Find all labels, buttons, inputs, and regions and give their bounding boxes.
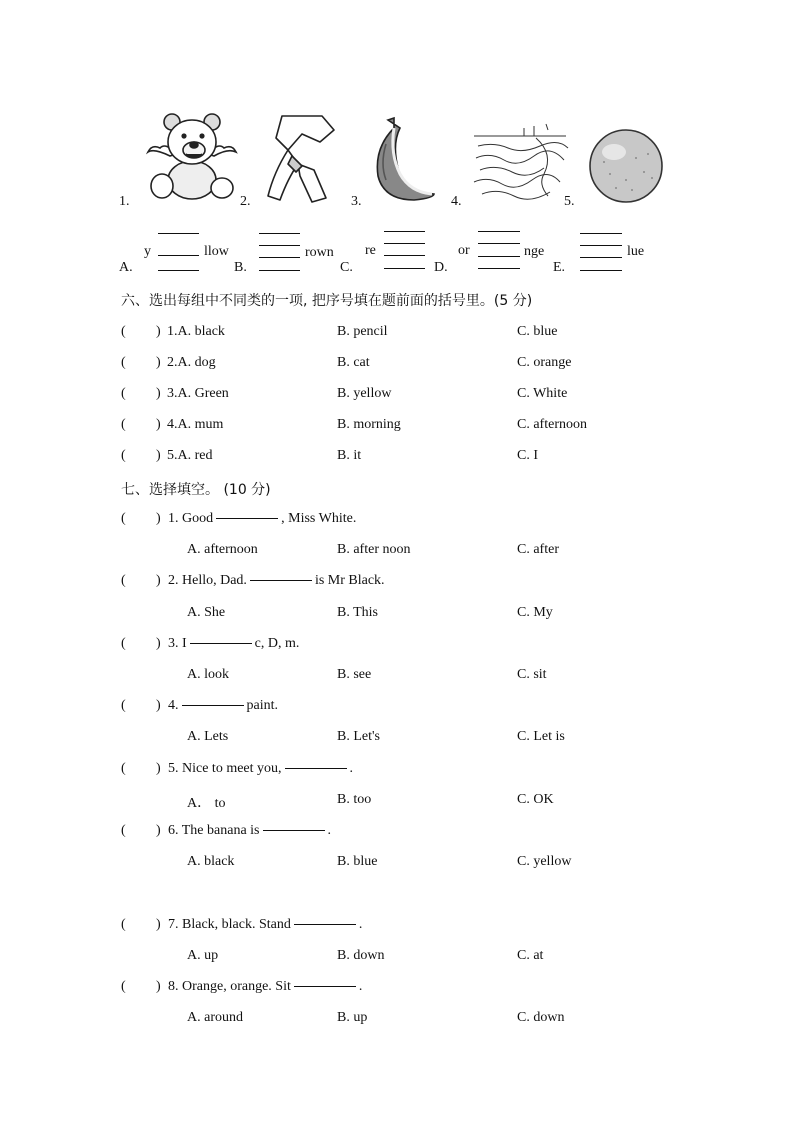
picture-number: 3. [351, 194, 362, 209]
option-b: B. morning [337, 417, 401, 432]
picture-number: 1. [119, 194, 130, 209]
option-a: A． to [187, 796, 226, 811]
word-suffix: rown [305, 245, 334, 260]
answer-paren-close: ) [156, 417, 161, 432]
letter-blank[interactable] [580, 257, 622, 258]
answer-paren-close: ) [156, 917, 161, 932]
question-text: 2.A. dog [167, 355, 216, 370]
answer-paren-close: ) [156, 979, 161, 994]
option-letter: B. [234, 260, 247, 275]
option-a: A. Lets [187, 729, 229, 744]
option-b: B. blue [337, 854, 378, 869]
water-icon [474, 124, 570, 200]
answer-paren-open[interactable]: ( [121, 386, 126, 401]
option-b: B. yellow [337, 386, 392, 401]
option-c: C. I [517, 448, 538, 463]
letter-blank[interactable] [580, 245, 622, 246]
option-letter: A. [119, 260, 133, 275]
option-b: B. Let's [337, 729, 380, 744]
letter-blank[interactable] [580, 233, 622, 234]
answer-paren-close: ) [156, 355, 161, 370]
answer-paren-open[interactable]: ( [121, 636, 126, 651]
answer-paren-open[interactable]: ( [121, 917, 126, 932]
answer-paren-close: ) [156, 698, 161, 713]
option-a: A. black [187, 854, 235, 869]
option-b: B. too [337, 792, 372, 807]
question-stem: 2. Hello, Dad. is Mr Black. [168, 573, 385, 588]
letter-blank[interactable] [384, 268, 425, 269]
letter-blank[interactable] [158, 270, 199, 271]
option-c: C. Let is [517, 729, 565, 744]
question-stem: 8. Orange, orange. Sit . [168, 979, 363, 994]
option-c: C. blue [517, 324, 558, 339]
option-c: C. My [517, 605, 553, 620]
option-a: A. She [187, 605, 226, 620]
letter-blank[interactable] [384, 243, 425, 244]
question-text: 5.A. red [167, 448, 213, 463]
word-prefix: re [365, 243, 376, 258]
word-prefix: y [144, 244, 151, 259]
letter-blank[interactable] [478, 268, 520, 269]
answer-paren-close: ) [156, 573, 161, 588]
section7-title: 七、选择填空。 (10 分) [121, 482, 271, 498]
answer-paren-open[interactable]: ( [121, 698, 126, 713]
question-stem: 3. I c, D, m. [168, 636, 300, 651]
letter-blank[interactable] [478, 243, 520, 244]
option-letter: C. [340, 260, 353, 275]
letter-blank[interactable] [580, 270, 622, 271]
option-c: C. orange [517, 355, 572, 370]
answer-paren-open[interactable]: ( [121, 761, 126, 776]
answer-blank[interactable] [294, 924, 356, 925]
option-a: A. around [187, 1010, 243, 1025]
question-stem: 5. Nice to meet you, . [168, 761, 354, 776]
answer-blank[interactable] [182, 705, 244, 706]
word-suffix: lue [627, 244, 645, 259]
question-stem: 6. The banana is . [168, 823, 331, 838]
answer-paren-close: ) [156, 324, 161, 339]
answer-blank[interactable] [250, 580, 312, 581]
option-c: C. afternoon [517, 417, 587, 432]
picture-number: 2. [240, 194, 251, 209]
option-b: B. This [337, 605, 378, 620]
option-c: C. at [517, 948, 544, 963]
letter-blank[interactable] [158, 255, 199, 256]
answer-blank[interactable] [263, 830, 325, 831]
letter-blank[interactable] [384, 231, 425, 232]
banana-icon [370, 114, 440, 204]
section6-title: 六、选出每组中不同类的一项, 把序号填在题前面的括号里。(5 分) [121, 293, 533, 309]
option-b: B. down [337, 948, 385, 963]
question-text: 1.A. black [167, 324, 225, 339]
letter-blank[interactable] [259, 233, 300, 234]
answer-paren-close: ) [156, 761, 161, 776]
answer-paren-close: ) [156, 511, 161, 526]
question-text: 4.A. mum [167, 417, 224, 432]
answer-paren-close: ) [156, 386, 161, 401]
option-c: C. after [517, 542, 559, 557]
option-b: B. cat [337, 355, 370, 370]
option-b: B. see [337, 667, 372, 682]
answer-blank[interactable] [285, 768, 347, 769]
letter-blank[interactable] [259, 257, 300, 258]
letter-blank[interactable] [259, 270, 300, 271]
answer-paren-close: ) [156, 823, 161, 838]
answer-paren-open[interactable]: ( [121, 448, 126, 463]
picture-number: 4. [451, 194, 462, 209]
letter-blank[interactable] [158, 233, 199, 234]
option-c: C. yellow [517, 854, 572, 869]
letter-blank[interactable] [384, 255, 425, 256]
option-a: A. up [187, 948, 219, 963]
question-stem: 4. paint. [168, 698, 278, 713]
option-a: A. afternoon [187, 542, 258, 557]
option-b: B. it [337, 448, 362, 463]
option-letter: D. [434, 260, 448, 275]
answer-blank[interactable] [190, 643, 252, 644]
answer-paren-open[interactable]: ( [121, 324, 126, 339]
bear-icon [142, 108, 242, 200]
option-letter: E. [553, 260, 566, 275]
answer-paren-open[interactable]: ( [121, 573, 126, 588]
word-suffix: nge [524, 244, 545, 259]
answer-blank[interactable] [294, 986, 356, 987]
answer-paren-open[interactable]: ( [121, 417, 126, 432]
option-b: B. up [337, 1010, 368, 1025]
answer-paren-open[interactable]: ( [121, 823, 126, 838]
option-c: C. White [517, 386, 568, 401]
letter-blank[interactable] [478, 231, 520, 232]
option-c: C. OK [517, 792, 554, 807]
scarf-icon [262, 112, 340, 204]
option-c: C. sit [517, 667, 547, 682]
option-b: B. pencil [337, 324, 388, 339]
question-text: 3.A. Green [167, 386, 229, 401]
option-a: A. look [187, 667, 229, 682]
letter-blank[interactable] [478, 256, 520, 257]
answer-paren-open[interactable]: ( [121, 355, 126, 370]
option-c: C. down [517, 1010, 565, 1025]
word-prefix: or [458, 243, 470, 258]
answer-paren-open[interactable]: ( [121, 511, 126, 526]
question-stem: 7. Black, black. Stand . [168, 917, 363, 932]
orange-icon [586, 128, 666, 204]
answer-paren-close: ) [156, 448, 161, 463]
word-suffix: llow [204, 244, 229, 259]
question-stem: 1. Good , Miss White. [168, 511, 357, 526]
option-b: B. after noon [337, 542, 411, 557]
picture-number: 5. [564, 194, 575, 209]
answer-blank[interactable] [216, 518, 278, 519]
answer-paren-close: ) [156, 636, 161, 651]
letter-blank[interactable] [259, 245, 300, 246]
answer-paren-open[interactable]: ( [121, 979, 126, 994]
